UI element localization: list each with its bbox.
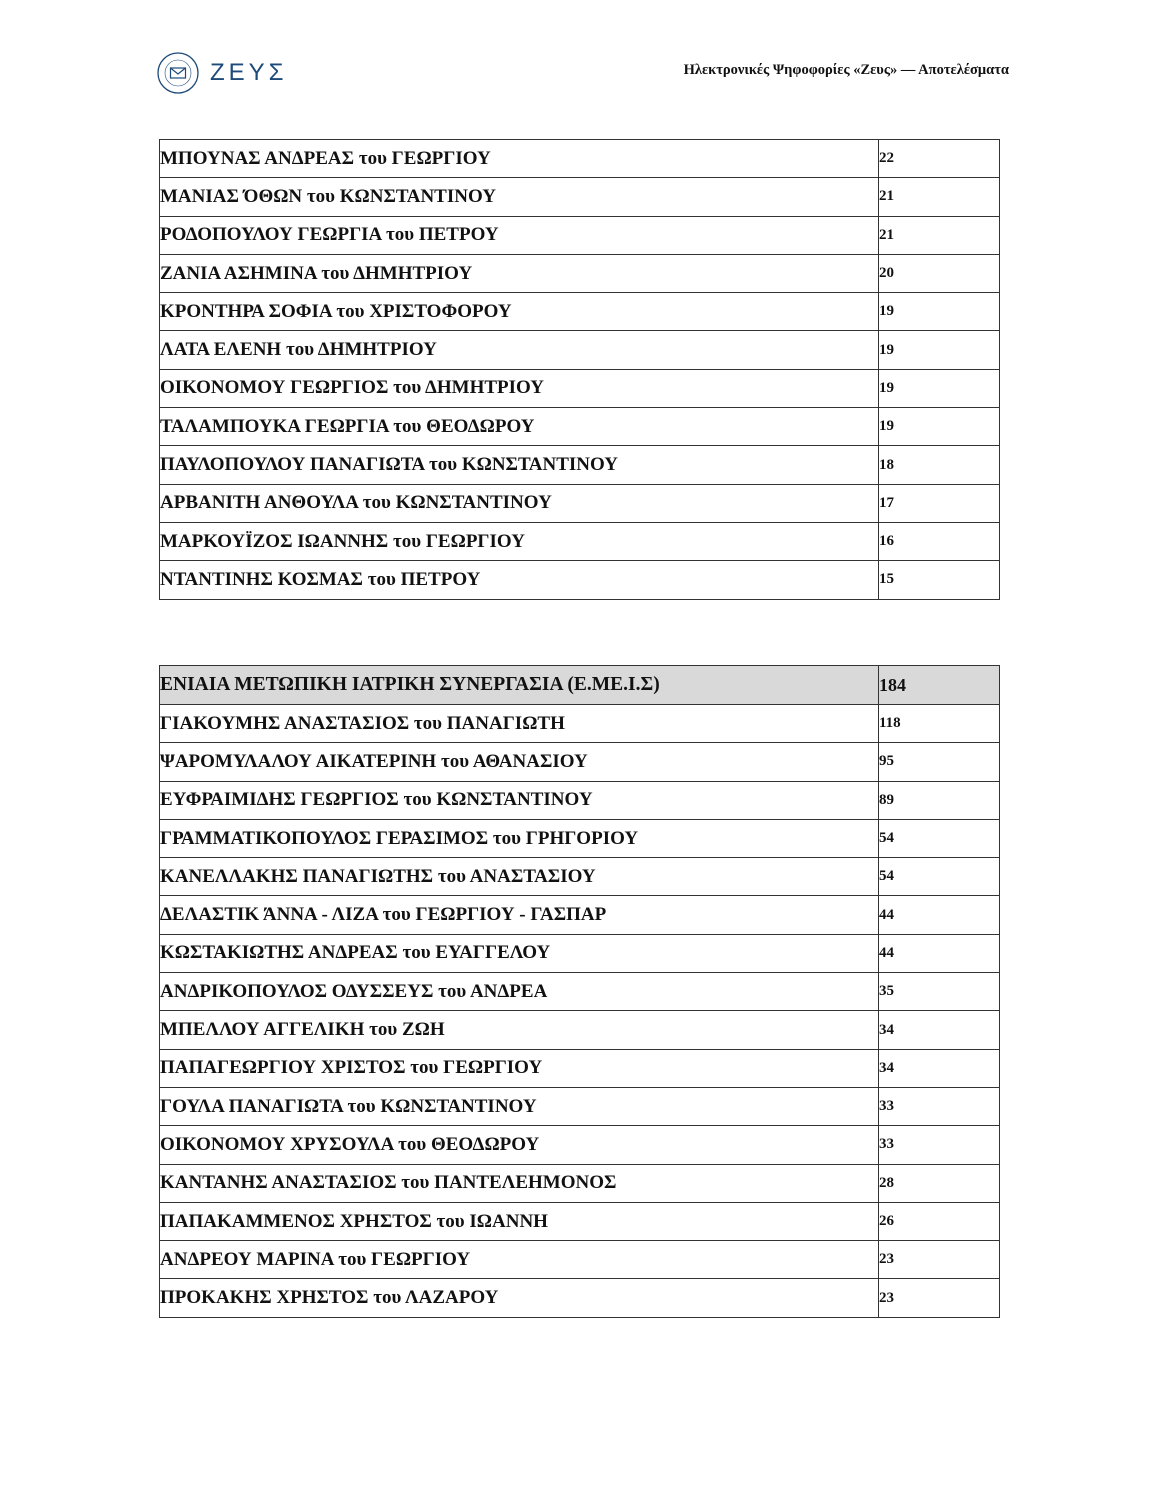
table-row: [160, 1279, 1000, 1317]
candidate-name: ΚΑΝΕΛΛΑΚΗΣ ΠΑΝΑΓΙΩΤΗΣ του ΑΝΑΣΤΑΣΙΟΥ: [160, 858, 879, 896]
candidate-votes: 44: [879, 934, 1000, 972]
table-row: [160, 743, 1000, 781]
candidate-votes: 17: [879, 484, 1000, 522]
candidate-votes: 54: [879, 819, 1000, 857]
candidate-name: ΠΑΥΛΟΠΟΥΛΟΥ ΠΑΝΑΓΙΩΤΑ του ΚΩΝΣΤΑΝΤΙΝΟΥ: [160, 446, 879, 484]
table-row: [160, 331, 1000, 369]
candidate-votes: 19: [879, 293, 1000, 331]
results-table-continued: [159, 139, 1000, 600]
candidate-votes: 22: [879, 140, 1000, 178]
table-row: [160, 293, 1000, 331]
candidate-name: ΝΤΑΝΤΙΝΗΣ ΚΟΣΜΑΣ του ΠΕΤΡΟΥ: [160, 561, 879, 599]
candidate-votes: 23: [879, 1279, 1000, 1317]
table-row: [160, 934, 1000, 972]
table-row: [160, 369, 1000, 407]
candidate-name: ΑΝΔΡΕΟΥ ΜΑΡΙΝΑ του ΓΕΩΡΓΙΟΥ: [160, 1241, 879, 1279]
table-row: [160, 1202, 1000, 1240]
candidate-votes: 19: [879, 369, 1000, 407]
candidate-votes: 23: [879, 1241, 1000, 1279]
candidate-votes: 21: [879, 216, 1000, 254]
candidate-votes: 34: [879, 1049, 1000, 1087]
candidate-votes: 28: [879, 1164, 1000, 1202]
candidate-name: ΚΡΟΝΤΗΡΑ ΣΟΦΙΑ του ΧΡΙΣΤΟΦΟΡΟΥ: [160, 293, 879, 331]
candidate-name: ΖΑΝΙΑ ΑΣΗΜΙΝΑ του ΔΗΜΗΤΡΙΟΥ: [160, 254, 879, 292]
candidate-name: ΠΑΠΑΓΕΩΡΓΙΟΥ ΧΡΙΣΤΟΣ του ΓΕΩΡΓΙΟΥ: [160, 1049, 879, 1087]
table-row: [160, 484, 1000, 522]
candidate-votes: 35: [879, 973, 1000, 1011]
candidate-votes: 19: [879, 331, 1000, 369]
table-row: [160, 781, 1000, 819]
candidate-name: ΕΥΦΡΑΙΜΙΔΗΣ ΓΕΩΡΓΙΟΣ του ΚΩΝΣΤΑΝΤΙΝΟΥ: [160, 781, 879, 819]
candidate-votes: 16: [879, 522, 1000, 560]
candidate-name: ΜΠΕΛΛΟΥ ΑΓΓΕΛΙΚΗ του ΖΩΗ: [160, 1011, 879, 1049]
candidate-votes: 34: [879, 1011, 1000, 1049]
table-row: [160, 1011, 1000, 1049]
candidate-name: ΜΑΝΙΑΣ ΌΘΩΝ του ΚΩΝΣΤΑΝΤΙΝΟΥ: [160, 178, 879, 216]
candidate-name: ΔΕΛΑΣΤΙΚ ΆΝΝΑ - ΛΙΖΑ του ΓΕΩΡΓΙΟΥ - ΓΑΣΠΑΡ: [160, 896, 879, 934]
candidate-name: ΜΑΡΚΟΥΪΖΟΣ ΙΩΑΝΝΗΣ του ΓΕΩΡΓΙΟΥ: [160, 522, 879, 560]
candidate-name: ΠΑΠΑΚΑΜΜΕΝΟΣ ΧΡΗΣΤΟΣ του ΙΩΑΝΝΗ: [160, 1202, 879, 1240]
table-row: [160, 858, 1000, 896]
table-row: [160, 973, 1000, 1011]
candidate-votes: 33: [879, 1087, 1000, 1125]
candidate-name: ΠΡΟΚΑΚΗΣ ΧΡΗΣΤΟΣ του ΛΑΖΑΡΟΥ: [160, 1279, 879, 1317]
table-row: [160, 1049, 1000, 1087]
table-row: [160, 254, 1000, 292]
candidate-votes: 89: [879, 781, 1000, 819]
group-votes: 184: [879, 666, 1000, 705]
table-row: [160, 522, 1000, 560]
table-row: [160, 705, 1000, 743]
table-row: [160, 1241, 1000, 1279]
candidate-votes: 19: [879, 408, 1000, 446]
candidate-name: ΑΝΔΡΙΚΟΠΟΥΛΟΣ ΟΔΥΣΣΕΥΣ του ΑΝΔΡΕΑ: [160, 973, 879, 1011]
candidate-name: ΓΡΑΜΜΑΤΙΚΟΠΟΥΛΟΣ ΓΕΡΑΣΙΜΟΣ του ΓΡΗΓΟΡΙΟΥ: [160, 819, 879, 857]
candidate-name: ΛΑΤΑ ΕΛΕΝΗ του ΔΗΜΗΤΡΙΟΥ: [160, 331, 879, 369]
candidate-votes: 26: [879, 1202, 1000, 1240]
zeus-logo: [156, 51, 288, 95]
table-row: [160, 140, 1000, 178]
table-row: [160, 561, 1000, 599]
envelope-icon: [156, 51, 200, 95]
candidate-votes: 15: [879, 561, 1000, 599]
candidate-name: ΑΡΒΑΝΙΤΗ ΑΝΘΟΥΛΑ του ΚΩΝΣΤΑΝΤΙΝΟΥ: [160, 484, 879, 522]
candidate-votes: 18: [879, 446, 1000, 484]
table-row: [160, 216, 1000, 254]
page-header: [0, 0, 1159, 120]
group-header-row: [160, 666, 1000, 705]
table-row: [160, 1087, 1000, 1125]
table-row: [160, 178, 1000, 216]
table-row: [160, 408, 1000, 446]
table-row: [160, 896, 1000, 934]
candidate-name: ΡΟΔΟΠΟΥΛΟΥ ΓΕΩΡΓΙΑ του ΠΕΤΡΟΥ: [160, 216, 879, 254]
candidate-name: ΤΑΛΑΜΠΟΥΚΑ ΓΕΩΡΓΙΑ του ΘΕΟΔΩΡΟΥ: [160, 408, 879, 446]
candidate-votes: 118: [879, 705, 1000, 743]
table-row: [160, 446, 1000, 484]
candidate-name: ΟΙΚΟΝΟΜΟΥ ΧΡΥΣΟΥΛΑ του ΘΕΟΔΩΡΟΥ: [160, 1126, 879, 1164]
candidate-name: ΨΑΡΟΜΥΛΑΛΟΥ ΑΙΚΑΤΕΡΙΝΗ του ΑΘΑΝΑΣΙΟΥ: [160, 743, 879, 781]
candidate-name: ΜΠΟΥΝΑΣ ΑΝΔΡΕΑΣ του ΓΕΩΡΓΙΟΥ: [160, 140, 879, 178]
table-row: [160, 1164, 1000, 1202]
candidate-votes: 20: [879, 254, 1000, 292]
candidate-name: ΚΩΣΤΑΚΙΩΤΗΣ ΑΝΔΡΕΑΣ του ΕΥΑΓΓΕΛΟΥ: [160, 934, 879, 972]
candidate-votes: 21: [879, 178, 1000, 216]
candidate-name: ΓΟΥΛΑ ΠΑΝΑΓΙΩΤΑ του ΚΩΝΣΤΑΝΤΙΝΟΥ: [160, 1087, 879, 1125]
results-table-emeis: [159, 665, 1000, 1318]
candidate-votes: 95: [879, 743, 1000, 781]
candidate-votes: 44: [879, 896, 1000, 934]
candidate-name: ΟΙΚΟΝΟΜΟΥ ΓΕΩΡΓΙΟΣ του ΔΗΜΗΤΡΙΟΥ: [160, 369, 879, 407]
candidate-votes: 33: [879, 1126, 1000, 1164]
table-row: [160, 819, 1000, 857]
document-title: Ηλεκτρονικές Ψηφοφορίες «Ζευς» — Αποτελέσματα: [683, 62, 1009, 78]
brand-name: ΖΕΥΣ: [210, 59, 288, 86]
candidate-name: ΚΑΝΤΑΝΗΣ ΑΝΑΣΤΑΣΙΟΣ του ΠΑΝΤΕΛΕΗΜΟΝΟΣ: [160, 1164, 879, 1202]
candidate-name: ΓΙΑΚΟΥΜΗΣ ΑΝΑΣΤΑΣΙΟΣ του ΠΑΝΑΓΙΩΤΗ: [160, 705, 879, 743]
candidate-votes: 54: [879, 858, 1000, 896]
table-row: [160, 1126, 1000, 1164]
group-name: ΕΝΙΑΙΑ ΜΕΤΩΠΙΚΗ ΙΑΤΡΙΚΗ ΣΥΝΕΡΓΑΣΙΑ (Ε.ΜΕ.Ι.Σ): [160, 666, 879, 705]
